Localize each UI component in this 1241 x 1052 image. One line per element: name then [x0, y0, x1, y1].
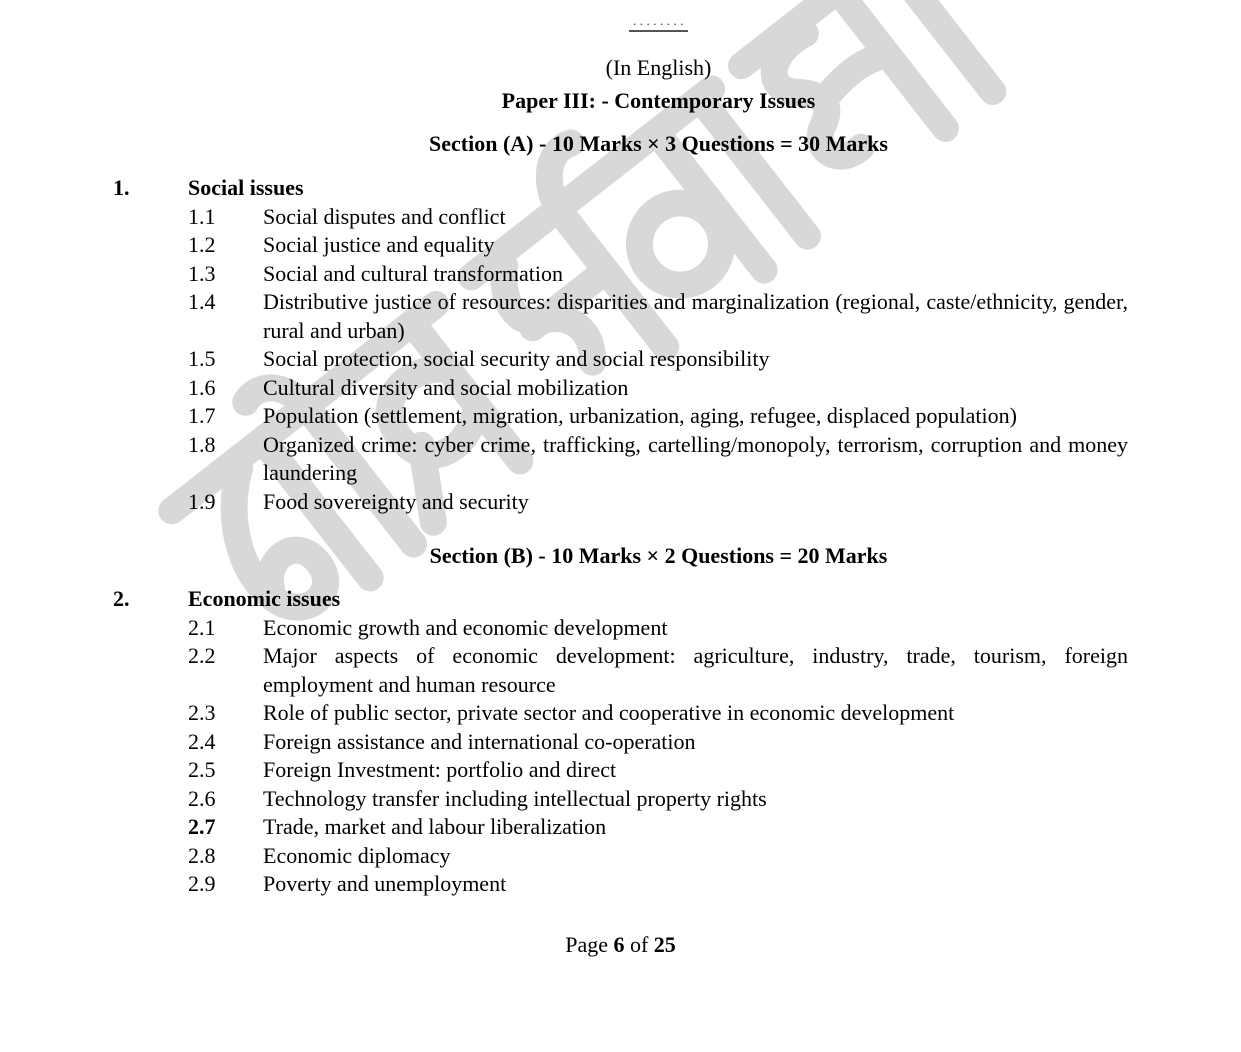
item-number: 1.3	[188, 260, 216, 286]
item-number: 1.6	[188, 374, 216, 400]
item-number: 1.5	[188, 346, 216, 371]
syllabus-item	[0, 728, 1241, 757]
item-number: 2.6	[188, 785, 216, 811]
item-text: Foreign Investment: portfolio and direct	[263, 757, 617, 782]
syllabus-item	[0, 614, 1241, 643]
item-text: Social justice and equality	[263, 232, 495, 257]
language-note: (In English)	[605, 55, 712, 80]
syllabus-item	[0, 288, 1241, 345]
dotted-separator-text: ........	[629, 18, 688, 32]
syllabus-item	[0, 374, 1241, 403]
topic-number: 1.	[113, 175, 130, 200]
item-text: Population (settlement, migration, urbanization, aging, refugee, displaced population)	[263, 403, 1017, 428]
syllabus-item	[0, 431, 1241, 488]
syllabus-item	[0, 842, 1241, 871]
syllabus-item	[0, 345, 1241, 374]
syllabus-item	[0, 813, 1241, 842]
item-number: 1.9	[188, 488, 216, 514]
item-number: 2.3	[188, 700, 216, 725]
syllabus-item	[0, 785, 1241, 814]
item-number: 2.1	[188, 614, 216, 640]
item-number: 2.9	[188, 871, 216, 896]
item-text: Major aspects of economic development: agriculture, industry, trade, tourism, foreign employment and human resource	[263, 643, 1128, 697]
syllabus-item	[0, 756, 1241, 785]
item-number: 2.8	[188, 842, 216, 868]
item-text: Foreign assistance and international co-operation	[263, 728, 696, 754]
page-word: Page	[565, 931, 608, 957]
item-text: Food sovereignty and security	[263, 488, 529, 514]
dotted-separator	[76, 0, 1241, 32]
syllabus-item	[0, 699, 1241, 728]
topic-title: Economic issues	[188, 586, 341, 611]
page-number: 6	[613, 931, 625, 957]
syllabus-item	[0, 870, 1241, 899]
item-number: 1.7	[188, 403, 216, 428]
page-footer	[0, 933, 1241, 957]
item-text: Trade, market and labour liberalization	[263, 814, 607, 839]
syllabus-item	[0, 203, 1241, 232]
item-text: Social and cultural transformation	[263, 260, 563, 286]
item-number: 2.5	[188, 757, 216, 782]
syllabus-item	[0, 642, 1241, 699]
syllabus-item	[0, 231, 1241, 260]
total-pages: 25	[653, 931, 676, 957]
topic-number: 2.	[113, 586, 130, 611]
syllabus-item	[0, 402, 1241, 431]
item-text: Organized crime: cyber crime, trafficking, cartelling/monopoly, terrorism, corruption and money laundering	[263, 431, 1128, 485]
item-text: Poverty and unemployment	[263, 871, 507, 896]
paper-title: Paper III: - Contemporary Issues	[501, 88, 816, 113]
topic-title: Social issues	[188, 175, 304, 200]
item-text: Economic growth and economic development	[263, 614, 668, 640]
item-text: Technology transfer including intellectual property rights	[263, 785, 767, 811]
topic-2	[0, 585, 1241, 614]
section-a-heading: Section (A) - 10 Marks × 3 Questions = 30 Marks	[429, 131, 888, 156]
section-b-heading: Section (B) - 10 Marks × 2 Questions = 20 Marks	[429, 543, 888, 568]
item-text: Cultural diversity and social mobilization	[263, 374, 629, 400]
item-number: 1.4	[188, 289, 216, 314]
item-text: Social disputes and conflict	[263, 203, 506, 229]
item-number: 1.8	[188, 431, 216, 457]
topic-1	[0, 174, 1241, 203]
item-number: 1.2	[188, 232, 216, 257]
item-text: Social protection, social security and social responsibility	[263, 346, 770, 371]
of-word: of	[629, 931, 649, 957]
item-number: 2.2	[188, 643, 216, 668]
item-number: 2.7	[188, 814, 216, 839]
item-text: Role of public sector, private sector and cooperative in economic development	[263, 700, 955, 725]
item-number: 1.1	[188, 203, 216, 229]
item-text: Economic diplomacy	[263, 842, 451, 868]
item-number: 2.4	[188, 728, 216, 754]
syllabus-item	[0, 488, 1241, 517]
syllabus-item	[0, 260, 1241, 289]
item-text: Distributive justice of resources: disparities and marginalization (regional, caste/ethnicity, gender, rural and urban)	[263, 289, 1128, 343]
